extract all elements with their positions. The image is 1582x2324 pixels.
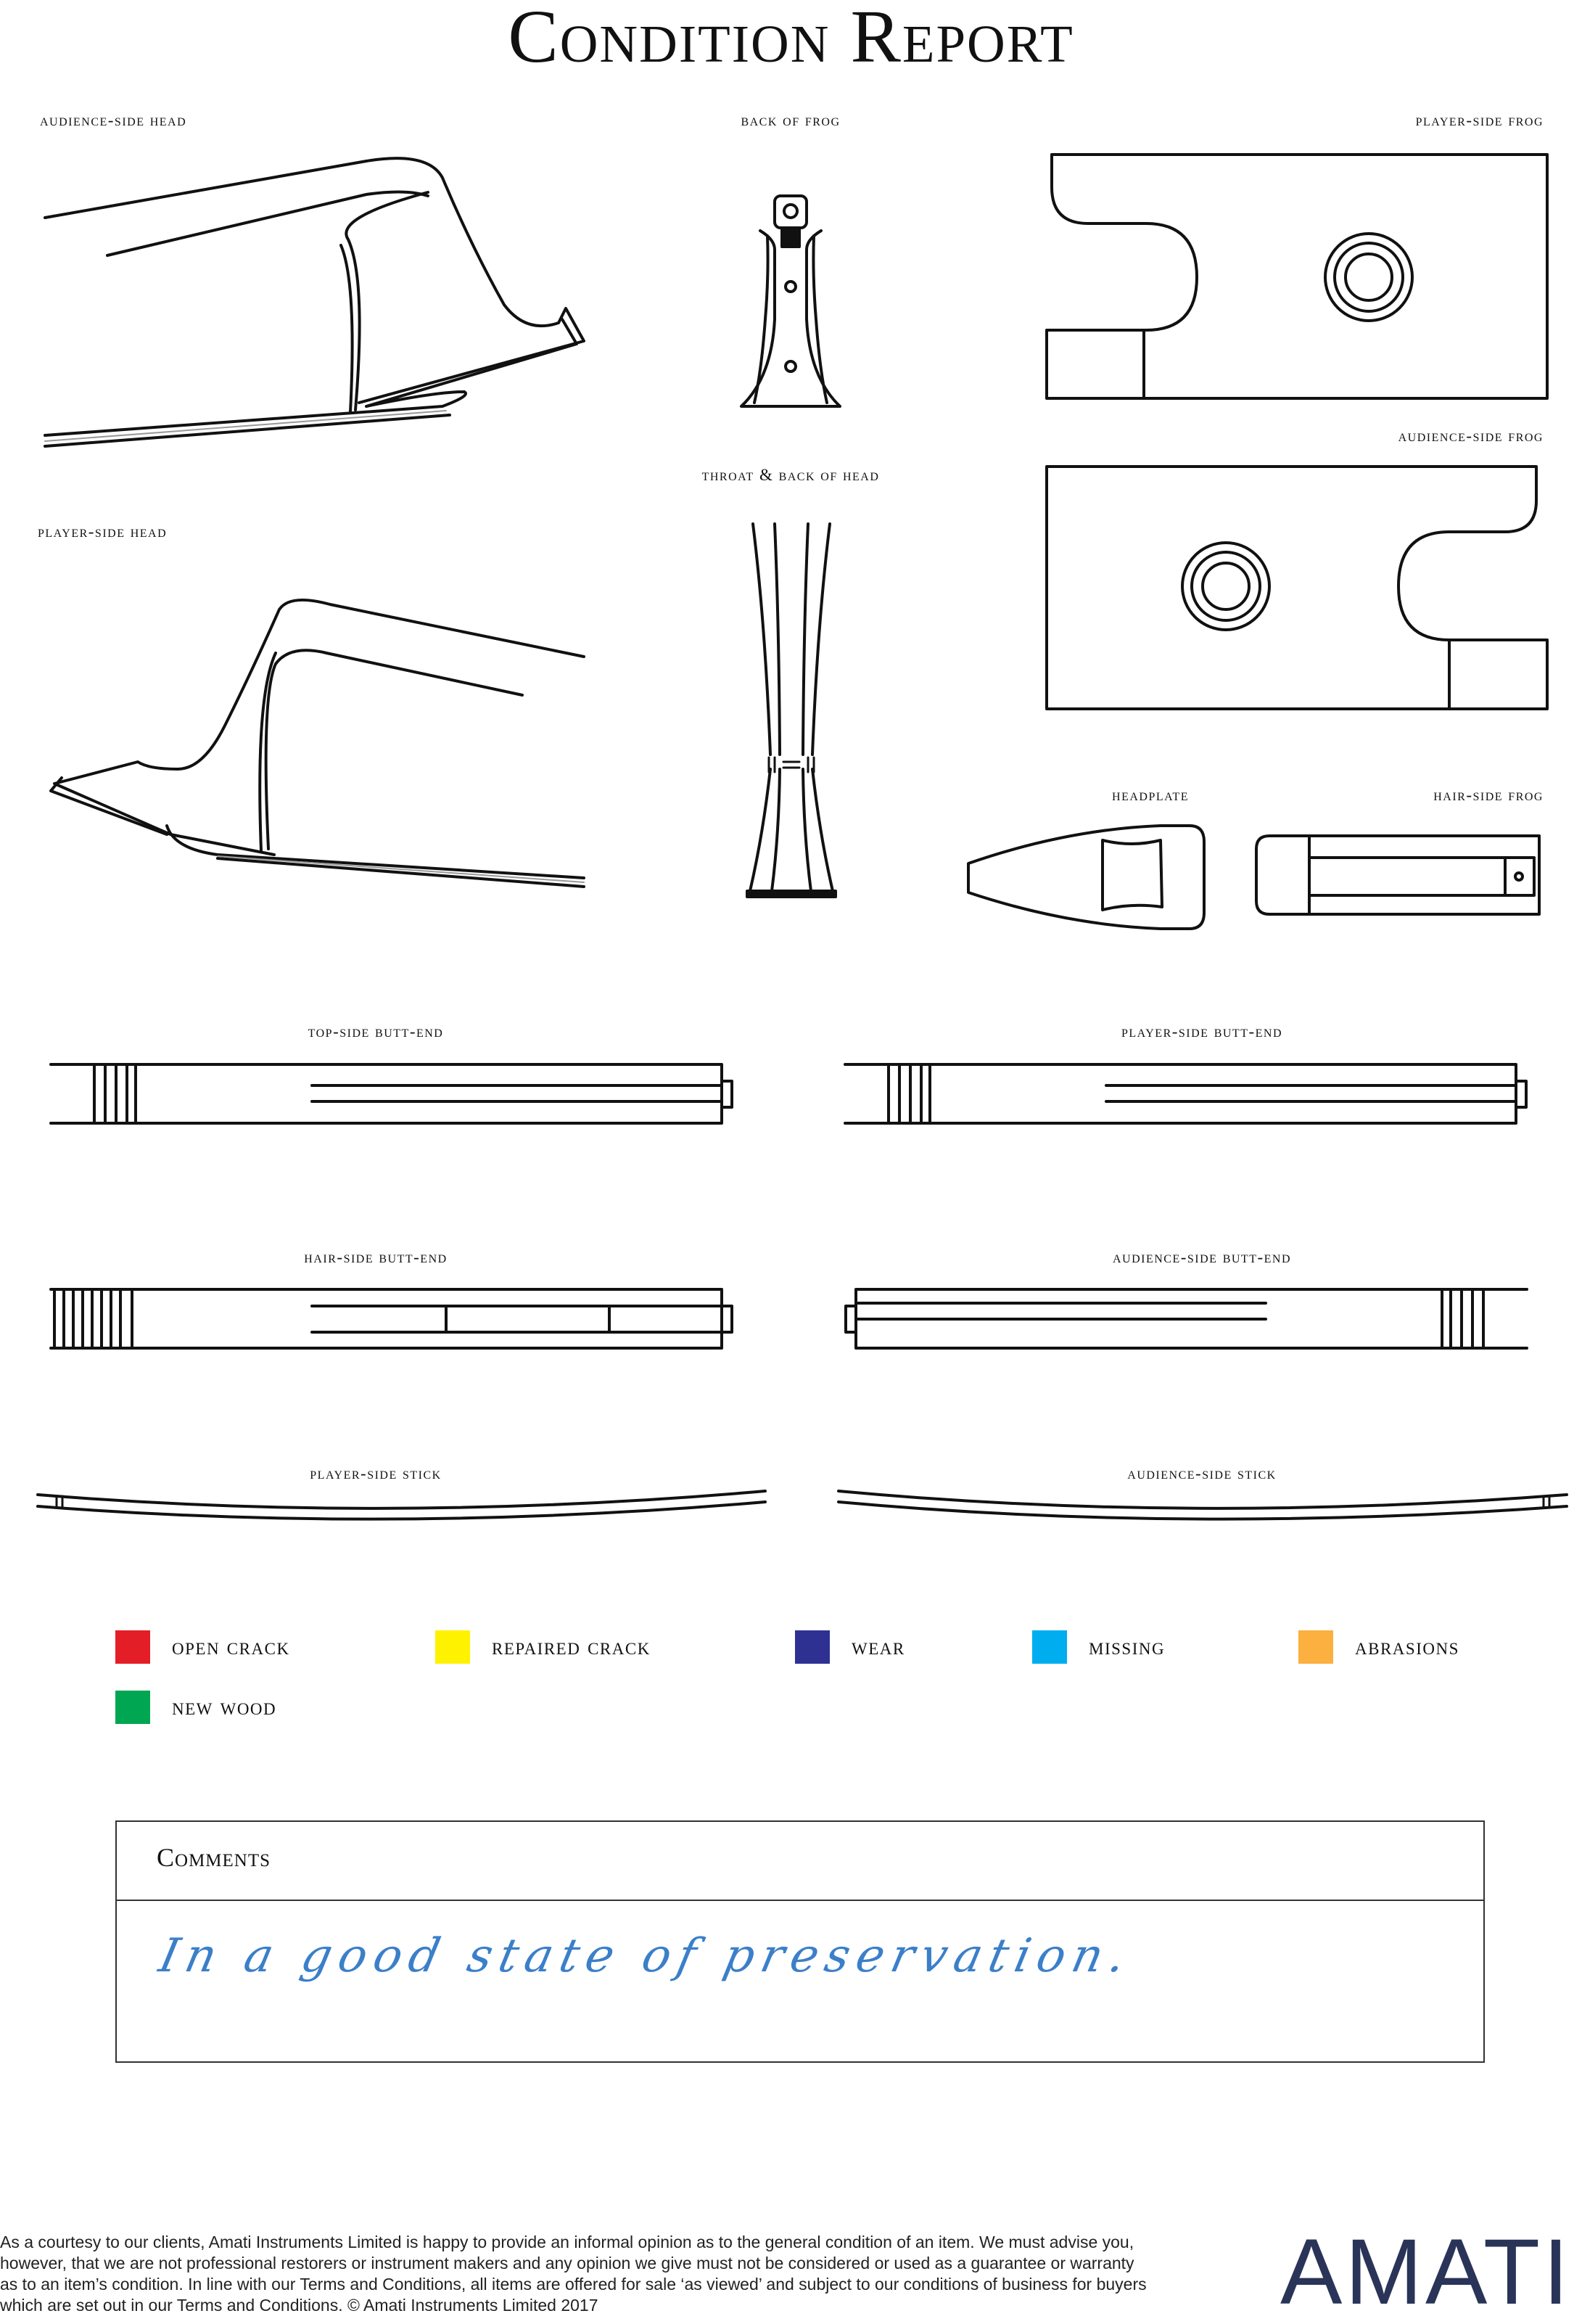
throat-back-of-head-drawing bbox=[747, 524, 836, 897]
audience-side-head-drawing bbox=[45, 158, 584, 446]
label-audience-side-butt-end: audience-side butt-end bbox=[1112, 1248, 1292, 1266]
player-side-stick-drawing bbox=[38, 1491, 765, 1519]
label-headplate: headplate bbox=[1112, 786, 1189, 804]
label-audience-side-stick: audience-side stick bbox=[1127, 1464, 1277, 1482]
audience-side-stick-drawing bbox=[839, 1491, 1567, 1519]
legend-missing bbox=[1032, 1630, 1165, 1664]
label-player-side-stick: player-side stick bbox=[310, 1464, 442, 1482]
legend-wear bbox=[795, 1630, 905, 1664]
comments-box bbox=[115, 1820, 1485, 2063]
swatch-abrasions bbox=[1298, 1630, 1333, 1664]
legend-new-wood bbox=[115, 1691, 276, 1724]
swatch-missing bbox=[1032, 1630, 1067, 1664]
label-audience-side-frog: audience-side frog bbox=[1398, 427, 1544, 445]
player-side-frog-drawing bbox=[1047, 155, 1547, 398]
legend-label: wear bbox=[852, 1633, 905, 1660]
label-audience-side-head: audience-side head bbox=[40, 111, 187, 129]
hair-side-butt-end-drawing bbox=[51, 1289, 732, 1348]
swatch-new-wood bbox=[115, 1691, 150, 1724]
back-of-frog-drawing bbox=[741, 196, 840, 406]
audience-side-frog-drawing bbox=[1047, 467, 1547, 709]
label-hair-side-butt-end: hair-side butt-end bbox=[304, 1248, 448, 1266]
legend-abrasions bbox=[1298, 1630, 1459, 1664]
label-hair-side-frog: hair-side frog bbox=[1433, 786, 1544, 804]
disclaimer-text: As a courtesy to our clients, Amati Instruments Limited is happy to provide an informal opinion as to the general condition of an item. We must advise you, however, that we are not professional restorers or instrument makers and any opinion we give must not be considered or used as a guarantee or warranty as to an item’s condition. In line with our Terms and Conditions, all items are offered for sale ‘as viewed’ and subject to our conditions of business for buyers which are set out in our Terms and Conditions. © Amati Instruments Limited 2017 bbox=[0, 2233, 1147, 2315]
swatch-open-crack bbox=[115, 1630, 150, 1664]
comments-header bbox=[117, 1822, 1483, 1901]
legend-label: missing bbox=[1089, 1633, 1166, 1660]
label-player-side-head: player-side head bbox=[38, 522, 168, 541]
page-title: Condition Report bbox=[508, 0, 1074, 78]
top-side-butt-end-drawing bbox=[51, 1064, 732, 1123]
hair-side-frog-drawing bbox=[1256, 836, 1539, 914]
legend-repaired-crack bbox=[435, 1630, 651, 1664]
label-top-side-butt-end: top-side butt-end bbox=[308, 1022, 444, 1040]
label-player-side-frog: player-side frog bbox=[1415, 111, 1544, 129]
legend-label: repaired crack bbox=[492, 1633, 651, 1660]
legend-label: abrasions bbox=[1355, 1633, 1459, 1660]
headplate-drawing bbox=[968, 826, 1204, 929]
player-side-butt-end-drawing bbox=[845, 1064, 1526, 1123]
player-side-head-drawing bbox=[51, 600, 584, 887]
swatch-wear bbox=[795, 1630, 830, 1664]
label-back-of-frog: back of frog bbox=[741, 111, 841, 129]
legend-open-crack bbox=[115, 1630, 290, 1664]
legend-label: open crack bbox=[172, 1633, 290, 1660]
amati-logo: AMATI bbox=[1280, 2220, 1572, 2324]
comments-heading: Comments bbox=[157, 1843, 271, 1872]
audience-side-butt-end-drawing bbox=[846, 1289, 1527, 1348]
label-throat-back-of-head: throat & back of head bbox=[701, 466, 880, 484]
legend-label: new wood bbox=[172, 1693, 277, 1720]
swatch-repaired-crack bbox=[435, 1630, 470, 1664]
handwritten-comment: In a good state of preservation. bbox=[155, 1929, 1138, 1983]
label-player-side-butt-end: player-side butt-end bbox=[1121, 1022, 1283, 1040]
